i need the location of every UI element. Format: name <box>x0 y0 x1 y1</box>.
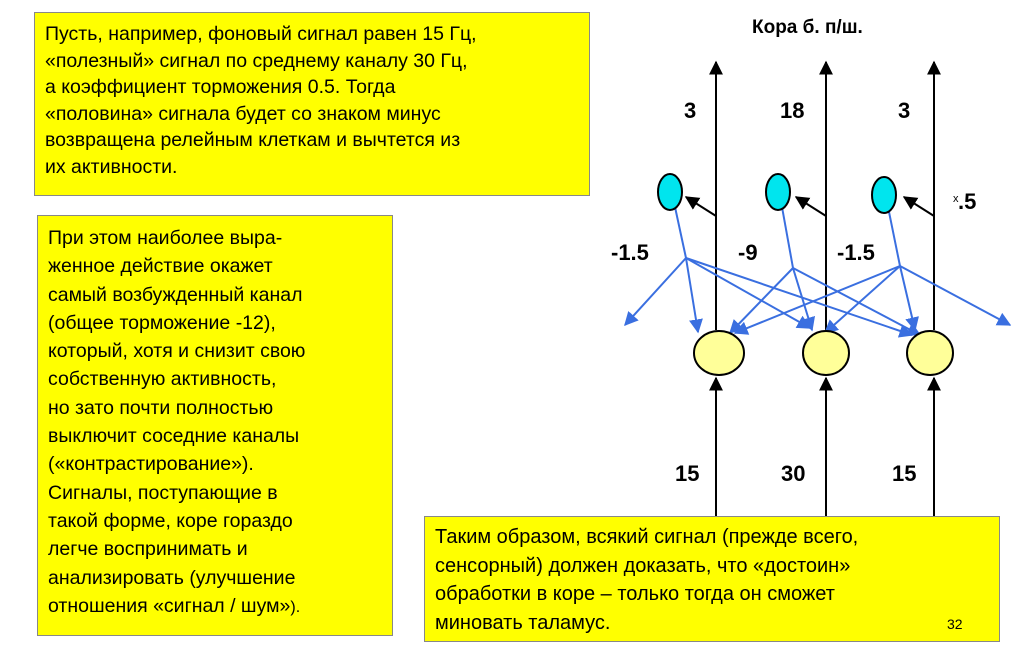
inhibitory-path <box>825 266 900 333</box>
interneuron-middle <box>766 174 790 210</box>
collateral-middle <box>796 197 826 216</box>
inhibitory-stem-left <box>675 207 686 258</box>
inhibitory-path <box>900 266 915 330</box>
output-value-middle: 18 <box>780 98 805 123</box>
collateral-left <box>686 197 716 216</box>
text-line: (общее торможение -12), <box>48 311 276 334</box>
coefficient-value: .5 <box>958 189 977 214</box>
text-line-main: отношения «сигнал / шум» <box>48 594 291 617</box>
interneuron-left <box>658 174 682 210</box>
text-line: собственную активность, <box>48 368 277 391</box>
text-line: При этом наиболее выра- <box>48 227 283 249</box>
text-line: «полезный» сигнал по среднему каналу 30 Гц, <box>45 49 468 72</box>
relay-cell-middle <box>803 331 849 375</box>
text-line: такой форме, коре гораздо <box>48 509 293 532</box>
text-line: но зато почти полностью <box>48 396 274 419</box>
text-line: анализировать (улучшение <box>48 566 296 589</box>
text-line: который, хотя и снизит свою <box>48 340 306 363</box>
inhibition-value-middle: -9 <box>738 240 758 265</box>
relay-cell-left <box>694 331 744 375</box>
text-line: «половина» сигнала будет со знаком минус <box>45 102 441 125</box>
inhibitory-projections <box>625 207 1010 335</box>
coefficient-prefix: x <box>953 193 959 205</box>
output-value-right: 3 <box>898 98 911 123</box>
inhibitory-path <box>625 258 686 325</box>
text-line: сенсорный) должен доказать, что «достоин» <box>435 554 851 577</box>
inhibitory-stem-right <box>888 207 900 266</box>
text-line: Таким образом, всякий сигнал (прежде всего, <box>435 526 859 548</box>
text-line: легче воспринимать и <box>48 538 248 561</box>
text-line: самый возбужденный канал <box>48 283 303 306</box>
inhibitory-path <box>686 258 698 332</box>
text-line: миновать таламус. <box>435 611 611 634</box>
text-line: их активности. <box>45 155 178 178</box>
relay-cell-right <box>907 331 953 375</box>
text-line: Сигналы, поступающие в <box>48 481 278 504</box>
inhibitory-path <box>686 258 912 335</box>
input-value-left: 15 <box>675 461 700 486</box>
inhibitory-stem-middle <box>782 207 793 268</box>
text-line: Пусть, например, фоновый сигнал равен 15 Гц, <box>45 23 477 45</box>
text-line: («контрастирование»). <box>48 453 254 476</box>
text-line-tail: ). <box>290 598 301 616</box>
page-number: 32 <box>947 616 963 632</box>
text-line: выключит соседние каналы <box>48 425 300 448</box>
text-line: женное действие окажет <box>48 255 273 278</box>
text-line: а коэффициент торможения 0.5. Тогда <box>45 76 396 98</box>
text-line: возвращена релейным клеткам и вычтется из <box>45 129 461 151</box>
inhibitory-path <box>900 266 1010 325</box>
interneuron-right <box>872 177 896 213</box>
text-line: обработки в коре – только тогда он сможет <box>435 583 835 605</box>
collateral-right <box>904 197 934 216</box>
input-value-middle: 30 <box>781 461 806 486</box>
input-value-right: 15 <box>892 461 917 486</box>
diagram-title: Кора б. п/ш. <box>752 17 863 38</box>
inhibition-value-right: -1.5 <box>837 240 875 265</box>
output-value-left: 3 <box>684 98 697 123</box>
inhibition-value-left: -1.5 <box>611 240 649 265</box>
